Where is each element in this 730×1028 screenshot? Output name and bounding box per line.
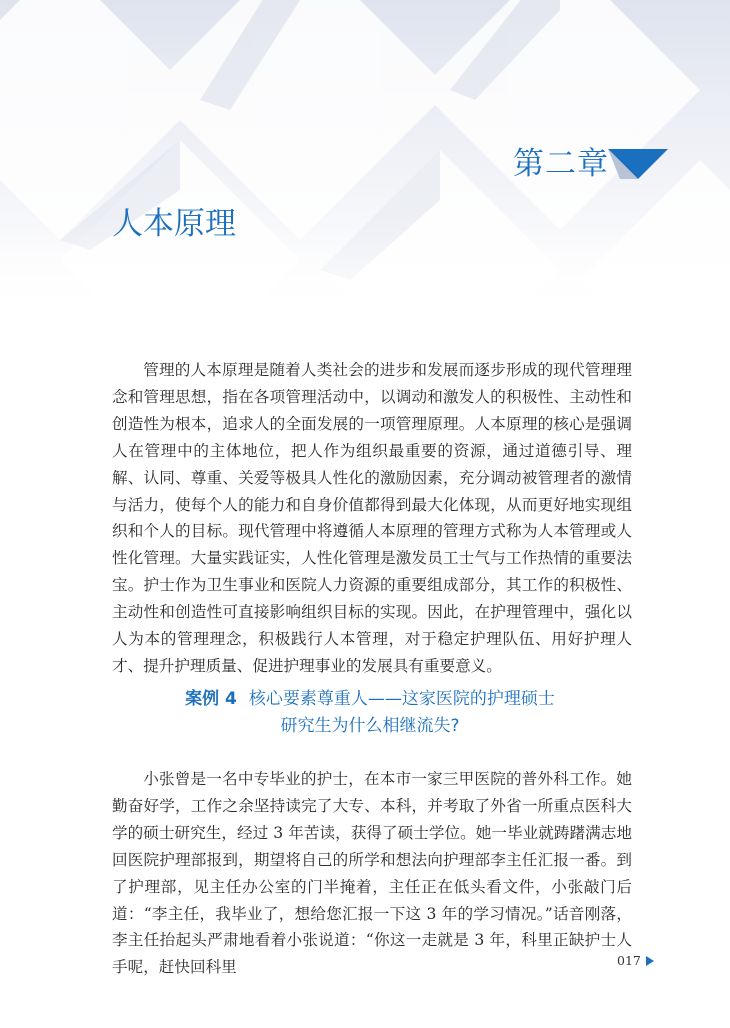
- page-arrow-icon: [646, 956, 654, 966]
- case-heading: [100, 686, 640, 740]
- case-title-line2: 研究生为什么相继流失?: [280, 716, 460, 736]
- intro-paragraph: 管理的人本原理是随着人类社会的进步和发展而逐步形成的现代管理理念和管理思想，指在各项管理活动中，以调动和激发人的积极性、主动性和创造性为根本，追求人的全面发展的一项管理原理。人本原理的核心是强调人在管理中的主体地位，把人作为组织最重要的资源，通过道德引导、理解、认同、尊重、关爱等极具人性化的激励因素，充分调动被管理者的激情与活力，使每个人的能力和自身价值都得到最大化体现，从而更好地实现组织和个人的目标。现代管理中将遵循人本原理的管理方式称为人本管理或人性化管理。大量实践证实，人性化管理是激发员工士气与工作热情的重要法宝。护士作为卫生事业和医院人力资源的重要组成部分，其工作的积极性、主动性和创造性可直接影响组织目标的实现。因此，在护理管理中，强化以人为本的管理理念，积极践行人本管理，对于稳定护理队伍、用好护理人才、提升护理质量、促进护理事业的发展具有重要意义。: [112, 361, 632, 675]
- case-number: 案例 4: [185, 689, 237, 709]
- case-title-line1: 核心要素尊重人——这家医院的护理硕士: [248, 689, 555, 709]
- case-paragraph: 小张曾是一名中专毕业的护士，在本市一家三甲医院的普外科工作。她勤奋好学，工作之余坚持读完了大专、本科，并考取了外省一所重点医科大学的硕士研究生，经过 3 年苦读，获得了硕士学位。她一毕业就踌躇满志地回医院护理部报到，期望将自己的所学和想法向护理部李主任汇报一番。到了护理部，见主任办公室的门半掩着，主任正在低头看文件，小张敲门后道：“李主任，我毕业了，想给您汇报一下这 3 年的学习情况。”话音刚落，李主任抬起头严肃地看着小张说道：“你这一走就是 3 年，科里正缺护士人手呢，赶快回科里: [112, 770, 632, 977]
- page-number: 017: [617, 953, 641, 968]
- chapter-label: 第二章: [513, 146, 609, 182]
- chapter-title: 人本原理: [112, 206, 236, 242]
- chapter-triangle-icon: [604, 149, 668, 181]
